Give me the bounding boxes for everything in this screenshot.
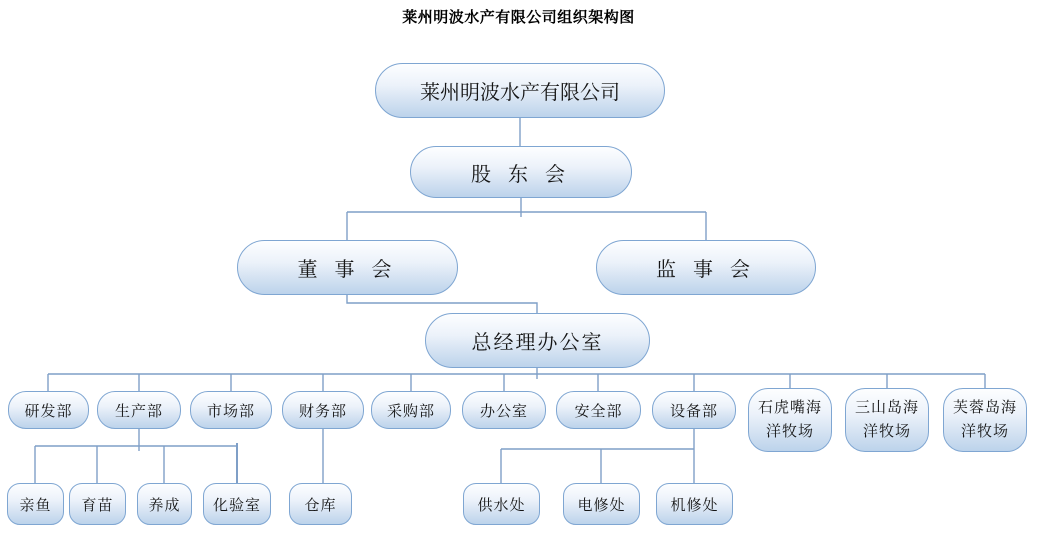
node-company: 莱州明波水产有限公司 [375, 63, 665, 118]
node-ranch-furongdao: 芙蓉岛海洋牧场 [943, 388, 1027, 452]
node-dept-rd: 研发部 [8, 391, 89, 429]
node-gm-office: 总经理办公室 [425, 313, 650, 368]
node-sub-nursery: 育苗 [69, 483, 126, 525]
node-shareholders-meeting: 股 东 会 [410, 146, 632, 198]
node-sub-water-supply: 供水处 [463, 483, 540, 525]
node-supervisory-board: 监 事 会 [596, 240, 816, 295]
node-dept-finance: 财务部 [282, 391, 364, 429]
node-dept-marketing: 市场部 [190, 391, 272, 429]
node-sub-warehouse: 仓库 [289, 483, 352, 525]
node-dept-production: 生产部 [97, 391, 181, 429]
node-ranch-shihuzui: 石虎嘴海洋牧场 [748, 388, 832, 452]
node-ranch-sanshandao: 三山岛海洋牧场 [845, 388, 929, 452]
node-dept-equipment: 设备部 [652, 391, 736, 429]
node-board-of-directors: 董 事 会 [237, 240, 458, 295]
chart-title: 莱州明波水产有限公司组织架构图 [402, 9, 635, 26]
node-sub-laboratory: 化验室 [203, 483, 271, 525]
node-sub-broodstock: 亲鱼 [7, 483, 64, 525]
node-dept-purchasing: 采购部 [371, 391, 451, 429]
node-sub-machine-repair: 机修处 [656, 483, 733, 525]
node-sub-electrical-repair: 电修处 [563, 483, 640, 525]
node-sub-growout: 养成 [137, 483, 192, 525]
node-dept-office: 办公室 [462, 391, 546, 429]
node-dept-safety: 安全部 [556, 391, 641, 429]
